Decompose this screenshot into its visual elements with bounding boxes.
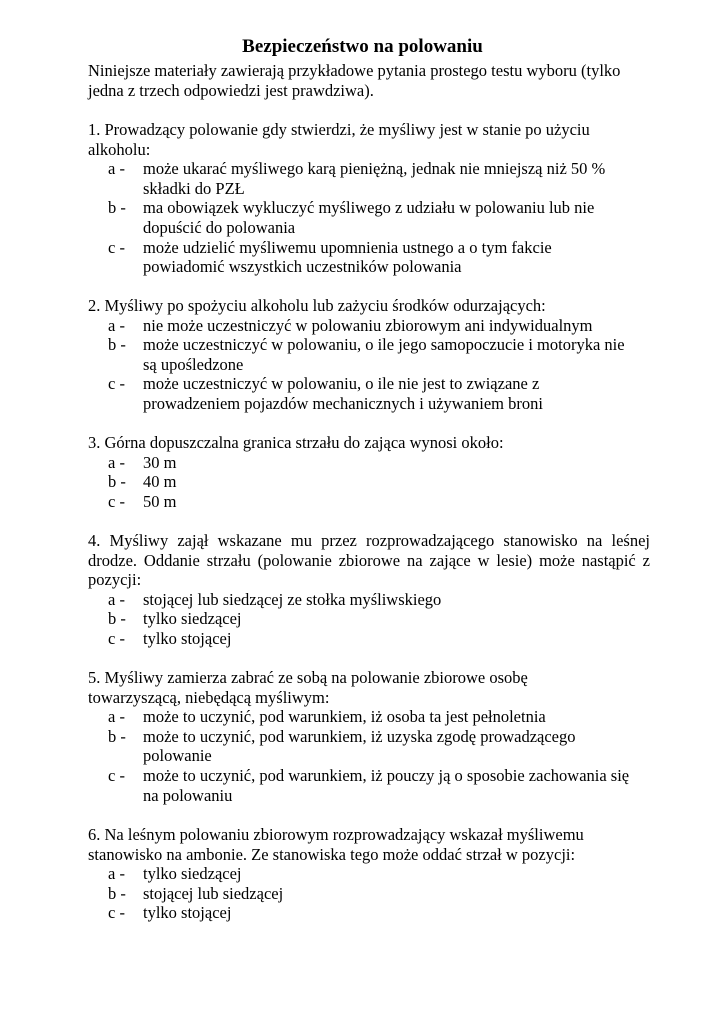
answer-option[interactable] — [88, 864, 653, 884]
answer-option[interactable] — [88, 198, 653, 237]
answer-option[interactable] — [88, 590, 653, 610]
answer-option[interactable] — [88, 609, 653, 629]
answer-text: tylko stojącej — [143, 903, 232, 923]
answer-letter: b - — [108, 472, 126, 492]
answer-letter: b - — [108, 609, 126, 629]
answer-text: tylko stojącej — [143, 628, 232, 648]
question-text: 5. Myśliwy zamierza zabrać ze sobą na polowanie zbiorowe osobę towarzyszącą, niebędącą myśliwym: — [88, 668, 528, 707]
answer-letter: c - — [108, 628, 125, 648]
question-text: 4. Myśliwy zajął wskazane mu przez rozprowadzającego stanowisko na leśnej drodze. Oddanie strzału (polowanie zbiorowe na zające w lesie) może nastąpić z pozycji: — [88, 531, 650, 590]
question-text: 3. Górna dopuszczalna granica strzału do zająca wynosi około: — [88, 433, 504, 452]
answer-text: 50 m — [143, 491, 177, 511]
answer-text: stojącej lub siedzącej — [143, 883, 284, 903]
answer-letter: a - — [108, 159, 125, 179]
answer-text: stojącej lub siedzącej ze stołka myśliwskiego — [143, 589, 442, 609]
answer-letter: b - — [108, 726, 126, 746]
answer-option[interactable] — [88, 238, 653, 277]
answer-option[interactable] — [88, 727, 653, 766]
answer-text: może uczestniczyć w polowaniu, o ile nie jest to związane z prowadzeniem pojazdów mechanicznych i używaniem broni — [143, 374, 543, 413]
answer-letter: a - — [108, 589, 125, 609]
answer-letter: c - — [108, 374, 125, 394]
answer-letter: a - — [108, 864, 125, 884]
answer-text: może ukarać myśliwego karą pieniężną, jednak nie mniejszą niż 50 % składki do PZŁ — [143, 159, 606, 198]
intro-paragraph: Niniejsze materiały zawierają przykładowe pytania prostego testu wyboru (tylko jedna z trzech odpowiedzi jest prawdziwa). — [88, 61, 621, 100]
answer-text: może to uczynić, pod warunkiem, iż osoba ta jest pełnoletnia — [143, 707, 546, 727]
answer-option[interactable] — [88, 159, 653, 198]
answer-option[interactable] — [88, 492, 653, 512]
answer-option[interactable] — [88, 316, 653, 336]
page-title: Bezpieczeństwo na polowaniu — [242, 36, 483, 57]
answer-option[interactable] — [88, 903, 653, 923]
question-2 — [88, 296, 653, 414]
answer-letter: a - — [108, 707, 125, 727]
answer-option[interactable] — [88, 766, 653, 805]
answer-letter: c - — [108, 491, 125, 511]
answer-option[interactable] — [88, 335, 653, 374]
answer-letter: a - — [108, 452, 125, 472]
question-1 — [88, 120, 653, 277]
question-6 — [88, 825, 653, 923]
answer-text: może to uczynić, pod warunkiem, iż pouczy ją o sposobie zachowania się na polowaniu — [143, 765, 630, 805]
answer-text: tylko siedzącej — [143, 609, 242, 629]
answer-letter: c - — [108, 903, 125, 923]
answer-text: ma obowiązek wykluczyć myśliwego z udziału w polowaniu lub nie dopuścić do polowania — [143, 198, 595, 237]
answer-letter: c - — [108, 237, 125, 257]
answer-letter: c - — [108, 765, 125, 785]
question-text: 1. Prowadzący polowanie gdy stwierdzi, że myśliwy jest w stanie po użyciu alkoholu: — [88, 120, 590, 159]
question-5 — [88, 668, 653, 805]
answer-text: może udzielić myśliwemu upomnienia ustnego a o tym fakcie powiadomić wszystkich uczestników polowania — [143, 237, 552, 277]
answer-text: może uczestniczyć w polowaniu, o ile jego samopoczucie i motoryka nie są upośledzone — [143, 335, 625, 374]
question-3 — [88, 433, 653, 511]
answer-text: 40 m — [143, 472, 177, 492]
answer-option[interactable] — [88, 374, 653, 413]
answer-text: nie może uczestniczyć w polowaniu zbiorowym ani indywidualnym — [143, 315, 593, 335]
question-text: 6. Na leśnym polowaniu zbiorowym rozprowadzający wskazał myśliwemu stanowisko na ambonie. Ze stanowiska tego może oddać strzał w pozycji: — [88, 825, 584, 864]
question-4 — [88, 531, 653, 649]
question-text: 2. Myśliwy po spożyciu alkoholu lub zażyciu środków odurzających: — [88, 296, 546, 315]
answer-option[interactable] — [88, 629, 653, 649]
answer-option[interactable] — [88, 472, 653, 492]
answer-text: może to uczynić, pod warunkiem, iż uzyska zgodę prowadzącego polowanie — [143, 726, 576, 766]
answer-letter: a - — [108, 315, 125, 335]
answer-option[interactable] — [88, 707, 653, 727]
answer-option[interactable] — [88, 453, 653, 473]
answer-text: 30 m — [143, 452, 177, 472]
answer-text: tylko siedzącej — [143, 864, 242, 884]
answer-letter: b - — [108, 883, 126, 903]
answer-letter: b - — [108, 198, 126, 218]
answer-letter: b - — [108, 335, 126, 355]
answer-option[interactable] — [88, 884, 653, 904]
